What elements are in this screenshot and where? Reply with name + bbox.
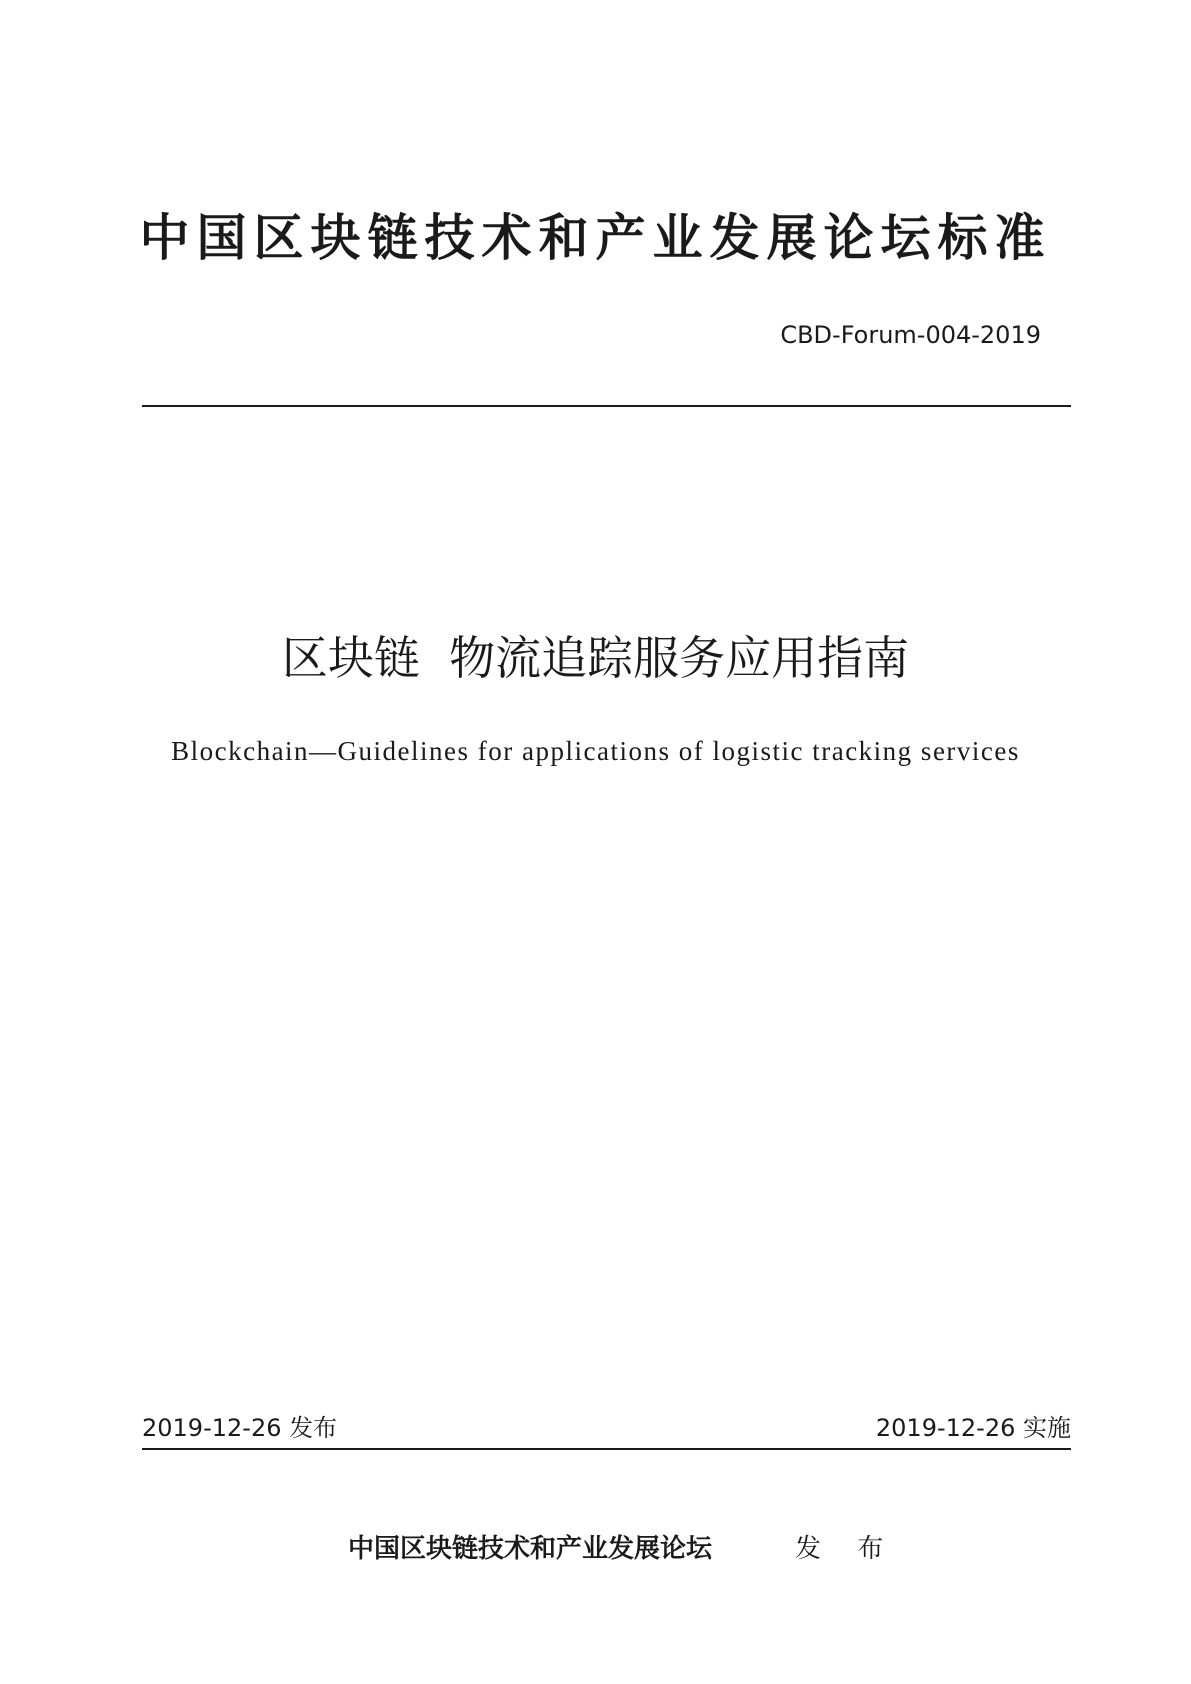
bottom-divider bbox=[142, 1448, 1071, 1450]
release-date: 2019-12-26 发布 bbox=[142, 1414, 338, 1442]
standard-number: CBD-Forum-004-2019 bbox=[780, 321, 1041, 349]
publish-label: 发 布 bbox=[795, 1534, 898, 1564]
implementation-date: 2019-12-26 实施 bbox=[875, 1414, 1071, 1442]
publisher-name: 中国区块链技术和产业发展论坛 bbox=[348, 1534, 713, 1564]
top-divider bbox=[142, 405, 1071, 407]
document-title-english: Blockchain—Guidelines for applications of logistic tracking services bbox=[171, 736, 1020, 766]
document-title-chinese: 区块链 物流追踪服务应用指南 bbox=[281, 631, 910, 685]
organization-title: 中国区块链技术和产业发展论坛标准 bbox=[139, 209, 1052, 267]
